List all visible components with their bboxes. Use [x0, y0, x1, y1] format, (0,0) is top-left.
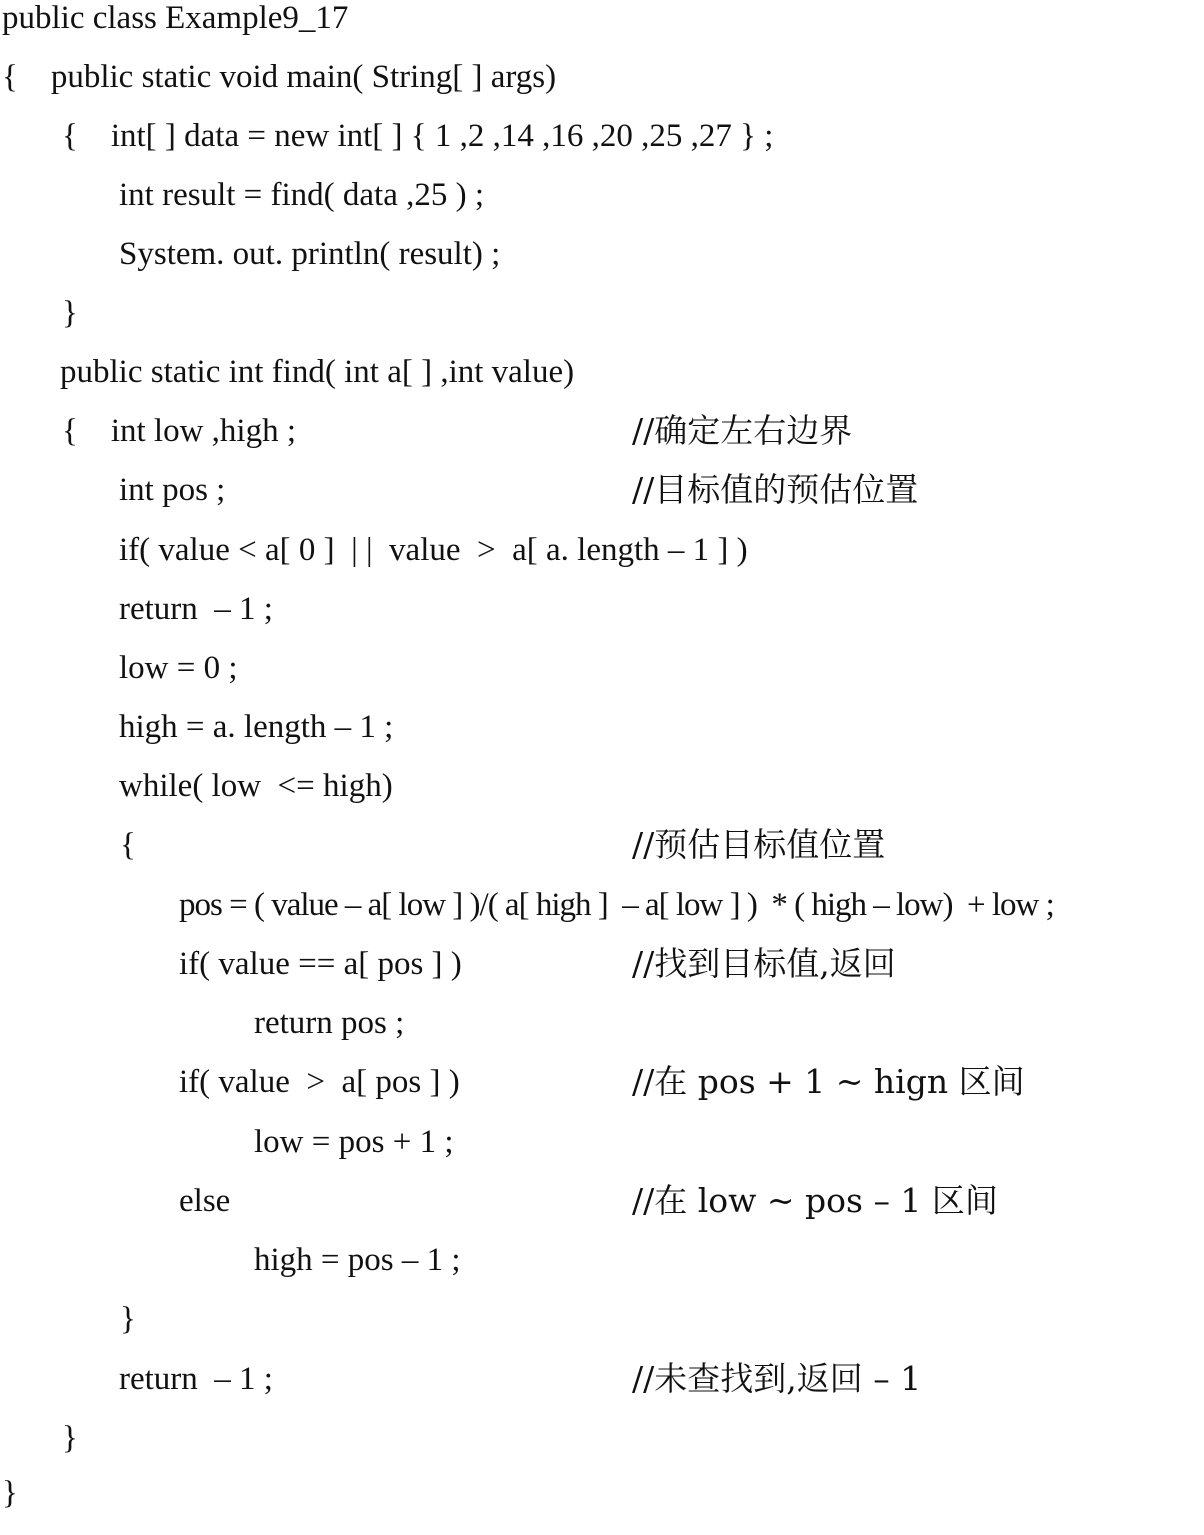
code-line: [0, 887, 1204, 947]
code-comment: //在 low ~ pos – 1 区间: [632, 1181, 998, 1220]
code-text: return – 1 ;: [119, 591, 273, 627]
code-line: [0, 1361, 1204, 1421]
code-line: [0, 177, 1204, 237]
code-line: [0, 827, 1204, 887]
code-text: high = a. length – 1 ;: [119, 709, 394, 745]
code-line: [0, 1475, 1204, 1535]
code-line: [0, 946, 1204, 1006]
code-line: [0, 1242, 1204, 1302]
code-line: [0, 295, 1204, 355]
code-text: if( value < a[ 0 ] | | value > a[ a. length – 1 ] ): [119, 532, 748, 568]
code-text: { int low ,high ;: [62, 413, 297, 449]
code-line: [0, 472, 1204, 532]
code-line: [0, 1301, 1204, 1361]
code-text: { int[ ] data = new int[ ] { 1 ,2 ,14 ,16 ,20 ,25 ,27 } ;: [62, 118, 774, 154]
code-text: int result = find( data ,25 ) ;: [119, 177, 485, 213]
code-line: [0, 1064, 1204, 1124]
code-text: }: [62, 1420, 78, 1456]
code-text: if( value == a[ pos ] ): [179, 946, 462, 982]
code-text: public class Example9_17: [2, 0, 349, 36]
code-text: low = 0 ;: [119, 650, 238, 686]
code-line: [0, 650, 1204, 710]
code-text: pos = ( value – a[ low ] )/( a[ high ] – a[ low ] ) * ( high – low) + low ;: [179, 887, 1054, 923]
code-line: [0, 236, 1204, 296]
code-text: return pos ;: [254, 1005, 405, 1041]
code-line: [0, 0, 1204, 60]
code-comment: //目标值的预估位置: [632, 470, 919, 509]
code-text: low = pos + 1 ;: [254, 1124, 454, 1160]
code-comment: //未查找到,返回 – 1: [632, 1359, 922, 1398]
code-comment: //在 pos + 1 ~ hign 区间: [632, 1062, 1025, 1101]
code-text: {: [120, 827, 136, 863]
code-line: [0, 532, 1204, 592]
code-text: }: [120, 1301, 136, 1337]
code-line: [0, 413, 1204, 473]
code-line: [0, 1124, 1204, 1184]
code-text: { public static void main( String[ ] args): [2, 59, 557, 95]
code-line: [0, 709, 1204, 769]
code-text: return – 1 ;: [119, 1361, 273, 1397]
code-line: [0, 118, 1204, 178]
code-text: if( value > a[ pos ] ): [179, 1064, 460, 1100]
code-text: public static int find( int a[ ] ,int value): [60, 354, 575, 390]
code-line: [0, 591, 1204, 651]
code-line: [0, 59, 1204, 119]
code-line: [0, 1420, 1204, 1480]
code-text: }: [2, 1475, 18, 1511]
code-comment: //找到目标值,返回: [632, 944, 896, 983]
code-text: high = pos – 1 ;: [254, 1242, 461, 1278]
code-line: [0, 1183, 1204, 1243]
code-text: while( low <= high): [119, 768, 393, 804]
code-comment: //预估目标值位置: [632, 825, 886, 864]
code-text: }: [62, 295, 78, 331]
code-line: [0, 354, 1204, 414]
code-line: [0, 1005, 1204, 1065]
code-text: int pos ;: [119, 472, 226, 508]
code-comment: //确定左右边界: [632, 411, 853, 450]
code-text: else: [179, 1183, 231, 1219]
code-text: System. out. println( result) ;: [119, 236, 501, 272]
code-line: [0, 768, 1204, 828]
